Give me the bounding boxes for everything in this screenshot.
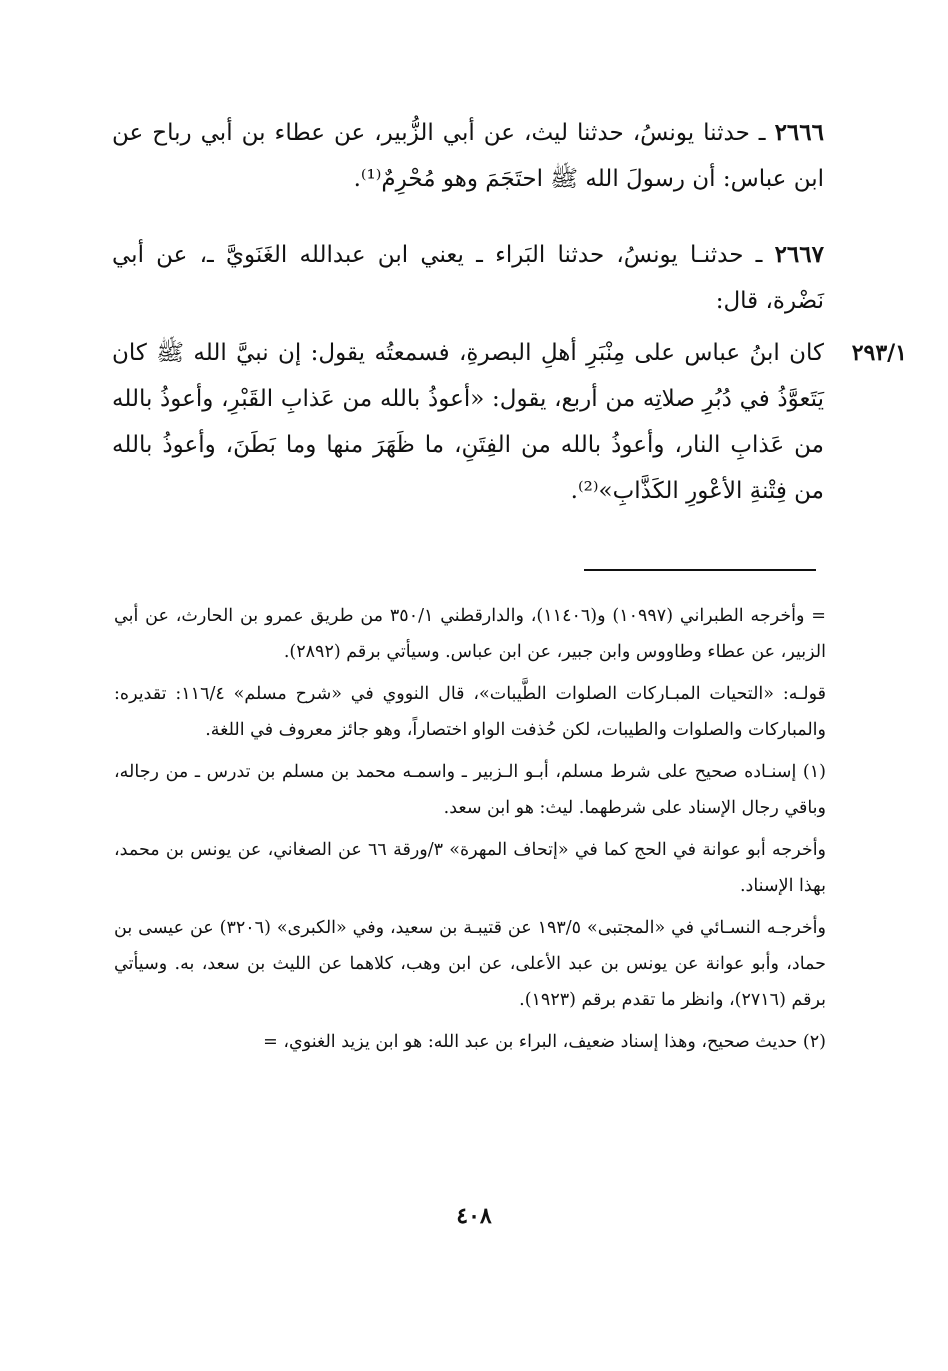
- hadith-paragraph: [112, 330, 824, 514]
- hadith-2667: [112, 232, 824, 324]
- hadith-2666: [112, 110, 824, 202]
- hadith-text: كان ابنُ عباس على مِنْبَرِ أهلِ البصرةِ، فسمعتُه يقول: إن نبيَّ الله ﷺ كان يَتَعوَّذُ في دُبُرِ صلاتِه من أربع، يقول: «أعوذُ بالله من عَذابِ القَبْرِ، وأعوذُ بالله من عَذابِ النار، وأعوذُ بالله من الفِتَنِ، ما ظَهَرَ منها وما بَطَنَ، وأعوذُ بالله من فِتْنةِ الأعْورِ الكَذَّابِ»⁽²⁾.: [112, 340, 824, 504]
- margin-reference: ٢٩٣/١: [851, 340, 907, 366]
- footnote-separator: [584, 569, 816, 571]
- footnotes: [114, 598, 826, 1066]
- footnote: وأخرجـه النسـائي في «المجتبى» ١٩٣/٥ عن قتيبـة بن سعيد، وفي «الكبرى» (٣٢٠٦) عن عيسى بن حماد، وأبو عوانة عن يونس بن عبد الأعلى، عن ابن وهب، كلاهما عن الليث بن سعد، به. وسيأتي برقم (٢٧١٦)، وانظر ما تقدم برقم (١٩٢٣).: [114, 918, 826, 1010]
- hadith-number: ٢٦٦٦: [774, 119, 824, 146]
- footnote: (١) إسنـاده صحيح على شرط مسلم، أبـو الـزبير ـ واسمـه محمد بن مسلم بن تدرس ـ من رجاله، وباقي رجال الإسناد على شرطهما. ليث: هو ابن سعد.: [114, 762, 826, 818]
- hadith-body: [112, 330, 824, 514]
- hadith-number: ٢٦٦٧: [774, 241, 824, 268]
- footnote: وأخرجه أبو عوانة في الحج كما في «إتحاف المهرة» ٣/ورقة ٦٦ عن الصغاني، عن يونس بن محمد، بهذا الإسناد.: [114, 840, 827, 896]
- footnote: = وأخرجه الطبراني (١٠٩٩٧) و(١١٤٠٦)، والدارقطني ٣٥٠/١ من طريق عمرو بن الحارث، عن أبي الزبير، عن عطاء وطاووس وابن جبير، عن ابن عباس. وسيأتي برقم (٢٨٩٢).: [114, 606, 826, 662]
- hadith-text: ـ حدثنـا يونسُ، حدثنا البَراء ـ يعني ابن عبدالله الغَنَويَّ ـ، عن أبي نَضْرة، قال:: [112, 242, 824, 314]
- hadith-text: ـ حدثنا يونسُ، حدثنا ليث، عن أبي الزُّبير، عن عطاء بن أبي رباح عن ابن عباس: أن رسولَ الله ﷺ احتَجَمَ وهو مُحْرِمٌ⁽¹⁾.: [112, 120, 824, 192]
- footnote: قولـه: «التحيات المبـاركات الصلوات الطَّيبات»، قال النووي في «شرح مسلم» ١١٦/٤: تقديره: والمباركات والصلوات والطيبات، لكن حُذفت الواو اختصاراً، وهو جائز معروف في اللغة.: [114, 684, 826, 740]
- footnote: (٢) حديث صحيح، وهذا إسناد ضعيف، البراء بن عبد الله: هو ابن يزيد الغنوي، =: [263, 1032, 826, 1052]
- hadith-paragraph: [112, 232, 824, 324]
- hadith-paragraph: [112, 110, 824, 202]
- page-number: ٤٠٨: [456, 1203, 492, 1229]
